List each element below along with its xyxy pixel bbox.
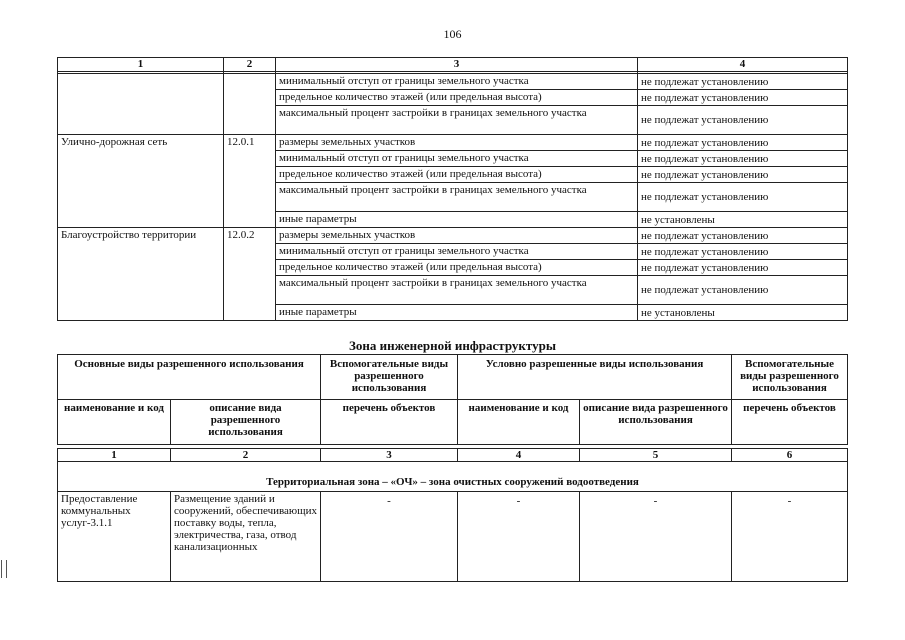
sub-header: описание вида разрешенного использования [580,400,732,445]
value-cell: не подлежат установлению [638,276,848,305]
table-header-row [58,58,848,72]
value-cell: не подлежат установлению [638,228,848,244]
param-cell: максимальный процент застройки в границах земельного участка [276,106,638,135]
use-code-cell: 12.0.1 [224,135,276,228]
param-cell: минимальный отступ от границы земельного участка [276,74,638,90]
param-cell: предельное количество этажей (или предельная высота) [276,260,638,276]
param-cell: минимальный отступ от границы земельного участка [276,244,638,260]
use-name-cell [58,74,224,135]
param-cell: предельное количество этажей (или предельная высота) [276,167,638,183]
sub-header-row [58,400,848,445]
table-row [58,492,848,582]
value-cell: не установлены [638,212,848,228]
group-header: Вспомогательные виды разрешенного использования [321,355,458,400]
group-header: Основные виды разрешенного использования [58,355,321,400]
parameters-table [57,57,848,321]
use-name-cell: Благоустройство территории [58,228,224,321]
table-row [58,228,848,244]
value-cell: не подлежат установлению [638,106,848,135]
table-row [58,74,848,90]
use-name-cell: Предоставление коммунальных услуг-3.1.1 [58,492,171,582]
column-header: 3 [276,58,638,72]
param-cell: иные параметры [276,305,638,321]
territorial-zone-row [58,462,848,492]
zone-uses-table [57,354,848,582]
group-header: Условно разрешенные виды использования [458,355,732,400]
table-row [58,135,848,151]
sub-header: описание вида разрешенного использования [171,400,321,445]
value-cell: не подлежат установлению [638,167,848,183]
value-cell: не подлежат установлению [638,90,848,106]
group-header: Вспомогательные виды разрешенного использования [732,355,848,400]
value-cell: не подлежат установлению [638,260,848,276]
value-cell: не подлежат установлению [638,183,848,212]
column-number: 4 [458,449,580,462]
sub-header: перечень объектов [732,400,848,445]
value-cell: не подлежат установлению [638,244,848,260]
column-number: 5 [580,449,732,462]
use-description-cell: Размещение зданий и сооружений, обеспечивающих поставку воды, тепла, электричества, газа, отвод канализационных [171,492,321,582]
param-cell: минимальный отступ от границы земельного участка [276,151,638,167]
column-header: 1 [58,58,224,72]
margin-mark [1,560,7,578]
column-number: 6 [732,449,848,462]
param-cell: размеры земельных участков [276,228,638,244]
use-code-cell: 12.0.2 [224,228,276,321]
use-code-cell [224,74,276,135]
group-header-row [58,355,848,400]
sub-header: наименование и код [458,400,580,445]
param-cell: иные параметры [276,212,638,228]
page-number: 106 [443,27,462,41]
column-number: 2 [171,449,321,462]
param-cell: максимальный процент застройки в границах земельного участка [276,276,638,305]
use-name-cell: Улично-дорожная сеть [58,135,224,228]
territorial-zone-title: Территориальная зона – «ОЧ» – зона очистных сооружений водоотведения [58,462,848,492]
param-cell: предельное количество этажей (или предельная высота) [276,90,638,106]
value-cell: не установлены [638,305,848,321]
param-cell: размеры земельных участков [276,135,638,151]
column-number: 1 [58,449,171,462]
param-cell: максимальный процент застройки в границах земельного участка [276,183,638,212]
sub-header: перечень объектов [321,400,458,445]
value-cell: не подлежат установлению [638,135,848,151]
value-cell: не подлежат установлению [638,151,848,167]
column-header: 4 [638,58,848,72]
sub-header: наименование и код [58,400,171,445]
column-header: 2 [224,58,276,72]
auxiliary-objects-cell: - [732,492,848,582]
column-number-row [58,449,848,462]
conditional-name-cell: - [458,492,580,582]
zone-title: Зона инженерной инфраструктуры [349,338,556,353]
column-number: 3 [321,449,458,462]
conditional-description-cell: - [580,492,732,582]
objects-cell: - [321,492,458,582]
value-cell: не подлежат установлению [638,74,848,90]
